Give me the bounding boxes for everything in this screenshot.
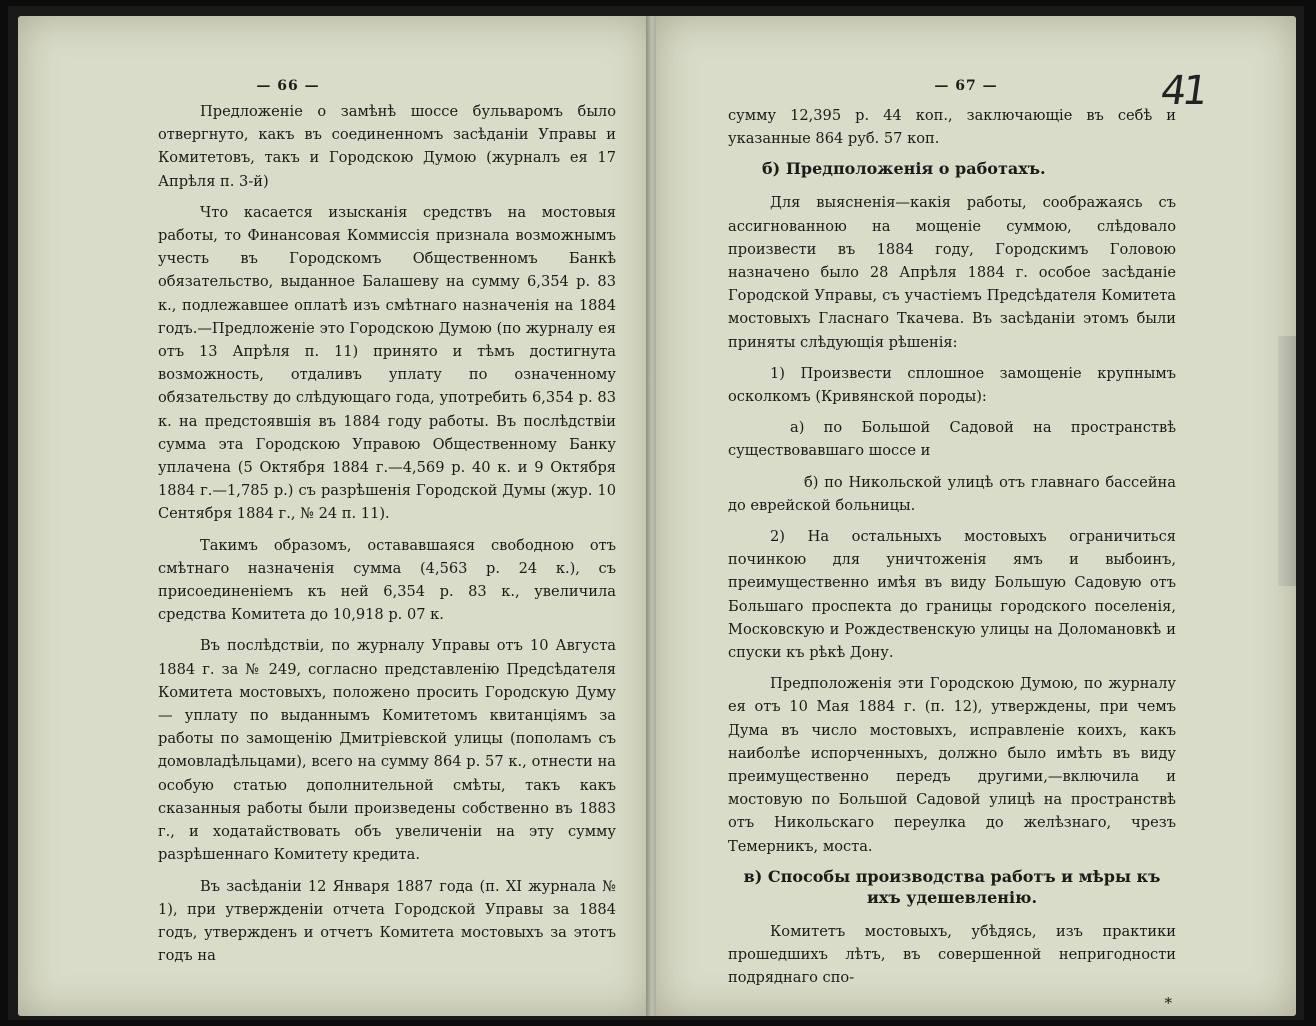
handwritten-page-mark: 41 (1157, 68, 1208, 114)
paragraph: Въ засѣданіи 12 Января 1887 года (п. XI журнала № 1), при утвержденіи отчета Городской Управы за 1884 годъ, утвержденъ и отчетъ Комитета мостовыхъ за этотъ годъ на (158, 877, 616, 965)
paragraph: Что касается изысканія средствъ на мостовыя работы, то Финансовая Коммиссія признала возможнымъ учесть въ Городскомъ Общественномъ Банкѣ обязательство, выданное Балашеву на сумму 6,354 р. 83 к., подлежавшее оплатѣ изъ смѣтнаго назначенія на 1884 годъ.—Предложеніе это Городскою Думою (по журналу ея отъ 13 Апрѣля п. 11) принято и тѣмъ достигнута возможность, отдаливъ уплату по означенному обязательству до слѣдующаго года, употребить 6,354 р. 83 к. на предстоявшія въ 1884 году работы. Въ послѣдствіи сумма эта Городскою Управою Общественному Банку уплачена (5 Октября 1884 г.—4,569 р. 40 к. и 9 Октября 1884 г.—1,785 р.) съ разрѣшенія Городской Думы (жур. 10 Сентября 1884 г., № 24 п. 11). (158, 203, 616, 523)
book-spread (8, 6, 1304, 1020)
paragraph: Такимъ образомъ, остававшаяся свободною отъ смѣтнаго назначенія сумма (4,563 р. 24 к.), съ присоединеніемъ къ ней 6,354 р. 83 к., увеличила средства Комитета до 10,918 р. 07 к. (158, 536, 616, 624)
right-page (656, 16, 1296, 1016)
page-number-left: — 66 — (256, 78, 320, 94)
list-item: а) по Большой Садовой на пространствѣ существовавшаго шоссе и (728, 419, 1176, 460)
left-page (18, 16, 650, 1016)
paragraph: Предположенія эти Городскою Думою, по журналу ея отъ 10 Мая 1884 г. (п. 12), утверждены, при чемъ Дума въ число мостовыхъ, исправленіе коихъ, какъ наиболѣе испорченныхъ, должно было имѣть въ виду преимущественно передъ другими,—включила и мостовую по Большой Садовой улицѣ на пространствѣ отъ Никольскаго переулка до желѣзнаго, чрезъ Темерникъ, моста. (728, 675, 1176, 855)
paragraph: Для выясненія—какія работы, соображаясь съ ассигнованною на мощеніе суммою, слѣдовало произвести въ 1884 году, Городскимъ Головою назначено было 28 Апрѣля 1884 г. особое засѣданіе Городской Управы, съ участіемъ Предсѣдателя Комитета мостовыхъ Гласнаго Ткачева. Въ засѣданіи этомъ были приняты слѣдующія рѣшенія: (728, 194, 1176, 351)
section-heading: в) Способы производства работъ и мѣры къ ихъ удешевленію. (743, 866, 1161, 907)
paragraph: Въ послѣдствіи, по журналу Управы отъ 10 Августа 1884 г. за № 249, согласно представленію Предсѣдателя Комитета мостовыхъ, положено просить Городскую Думу— уплату по выданнымъ Комитетомъ квитанціямъ за работы по замощенію Дмитріевской улицы (пополамъ съ домовладѣльцами), всего на сумму 864 р. 57 к., отнести на особую статью дополнительной смѣты, такъ какъ сказанныя работы были произведены собственно въ 1883 г., и ходатайствовать объ увеличеніи на эту сумму разрѣшеннаго Комитету кредита. (158, 637, 616, 864)
page-number-right: — 67 — (934, 78, 998, 94)
section-heading: б) Предположенія о работахъ. (762, 159, 1046, 179)
list-item: 1) Произвести сплошное замощеніе крупнымъ осколкомъ (Кривянской породы): (728, 364, 1176, 406)
page-edge-tab (1278, 336, 1296, 586)
paragraph: Комитетъ мостовыхъ, убѣдясь, изъ практики прошедшихъ лѣтъ, въ совершенной непригодности подряднаго спо- (728, 922, 1176, 987)
paragraph: сумму 12,395 р. 44 коп., заключающіе въ себѣ и указанные 864 руб. 57 коп. (728, 107, 1176, 148)
list-item: б) по Никольской улицѣ отъ главнаго бассейна до еврейской больницы. (728, 473, 1176, 514)
left-page-text (158, 100, 616, 975)
right-page-text (728, 104, 1176, 1015)
list-item: 2) На остальныхъ мостовыхъ ограничиться починкою для уничтоженія ямъ и выбоинъ, преимущественно имѣя въ виду Большую Садовую отъ Большаго проспекта до границы городского поселенія, Московскую и Рождественскую улицы на Доломановкѣ и спуски къ рѣкѣ Дону. (728, 528, 1176, 662)
footnote-mark: * (1164, 993, 1172, 1012)
paragraph: Предложеніе о замѣнѣ шоссе бульваромъ было отвергнуто, какъ въ соединенномъ засѣданіи Управы и Комитетовъ, такъ и Городскою Думою (журналъ ея 17 Апрѣля п. 3-й) (158, 103, 616, 190)
